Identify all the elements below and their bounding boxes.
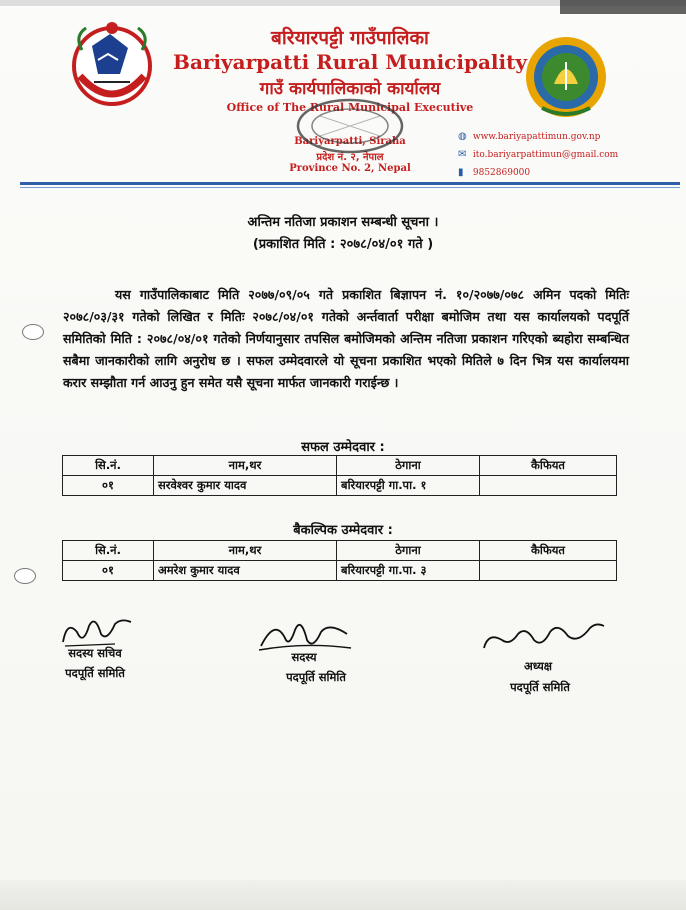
phone-icon: ▮ xyxy=(458,167,464,178)
cell-address: बरियारपट्टी गा.पा. १ xyxy=(337,476,480,496)
municipality-logo-icon xyxy=(520,34,612,120)
notice-body: यस गाउँपालिकाबाट मिति २०७७/०९/०५ गते प्रकाशित बिज्ञापन नं. १०/२०७७/०७८ अमिन पदको मितिः २०७८/०३/३१ गतेको लिखित र मितिः २०७८/०४/०१ गतेको अर्न्तवार्ता परीक्षा बमोजिम तथा यस कार्यालयको पदपूर्ति समितिको मिति : २०७८/०४/०१ गतेको निर्णयानुसार तपसिल बमोजिमको अन्तिम नतिजा प्रकाशन गरिएको ब्यहोरा सम्बन्धित सबैमा जानकारीको लागि अनुरोध छ । सफल उम्मेदवारले यो सूचना प्रकाशित भएको मितिले ७ दिन भित्र यस कार्यालयमा करार सम्झौता गर्न आउनु हुन समेत यसै सूचना मार्फत जानकारी गराईन्छ । xyxy=(63,287,629,390)
committee-label: पदपूर्ति समिति xyxy=(286,670,346,684)
alternate-title: बैकल्पिक उम्मेदवार : xyxy=(293,523,393,538)
table-row xyxy=(63,476,617,496)
email-text: ito.bariyarpattimun@gmail.com xyxy=(472,150,619,160)
published-date: (प्रकाशित मिति : २०७८/०४/०१ गते ) xyxy=(252,237,434,252)
member-secretary-label: सदस्य सचिव xyxy=(68,646,122,660)
punch-hole xyxy=(22,324,44,340)
cell-address: बरियारपट्टी गा.पा. ३ xyxy=(337,561,480,581)
address-en: Bariyarpatti, Siraha xyxy=(294,136,406,147)
scan-edge-dark xyxy=(560,0,686,14)
phone-line xyxy=(458,167,530,178)
mail-icon: ✉ xyxy=(458,149,467,160)
header-remarks: कैफियत xyxy=(480,541,617,561)
municipality-name-en: Bariyarpatti Rural Municipality xyxy=(173,50,527,74)
alternate-table xyxy=(62,540,617,581)
successful-table xyxy=(62,455,617,496)
scan-bottom-edge xyxy=(0,880,686,910)
chair-label: अध्यक्ष xyxy=(523,659,553,673)
cell-name: सरवेश्वर कुमार यादव xyxy=(154,476,337,496)
member-label: सदस्य xyxy=(291,650,317,664)
committee-label: पदपूर्ति समिति xyxy=(510,680,570,694)
nepal-emblem-icon xyxy=(62,16,162,108)
notice-title: अन्तिम नतिजा प्रकाशन सम्बन्धी सूचना । xyxy=(247,215,439,230)
province-en: Province No. 2, Nepal xyxy=(289,163,411,174)
phone-text: 9852869000 xyxy=(472,168,531,178)
committee-label: पदपूर्ति समिति xyxy=(65,666,125,680)
office-stamp-icon xyxy=(290,96,410,156)
table-row xyxy=(63,561,617,581)
cell-remarks xyxy=(480,561,617,581)
cell-remarks xyxy=(480,476,617,496)
header-address: ठेगाना xyxy=(337,541,480,561)
website-line xyxy=(458,131,600,142)
municipality-name-np: बरियारपट्टी गाउँपालिका xyxy=(271,27,429,49)
cell-sn: ०१ xyxy=(63,476,154,496)
header-sn: सि.नं. xyxy=(63,456,154,476)
table-header-row xyxy=(63,456,617,476)
header-name: नाम,थर xyxy=(154,541,337,561)
cell-name: अमरेश कुमार यादव xyxy=(154,561,337,581)
header-sn: सि.नं. xyxy=(63,541,154,561)
office-name-en: Office of The Rural Municipal Executive xyxy=(226,101,474,114)
header-rule xyxy=(20,182,680,185)
office-name-np: गाउँ कार्यपालिकाको कार्यालय xyxy=(259,79,441,99)
header-name: नाम,थर xyxy=(154,456,337,476)
punch-hole xyxy=(14,568,36,584)
globe-icon: ◍ xyxy=(458,131,467,142)
email-line xyxy=(458,149,618,160)
header-address: ठेगाना xyxy=(337,456,480,476)
header-remarks: कैफियत xyxy=(480,456,617,476)
table-header-row xyxy=(63,541,617,561)
website-text: www.bariyapattimun.gov.np xyxy=(472,132,601,142)
header-rule-thin xyxy=(20,187,680,188)
signature-chair xyxy=(478,618,608,658)
address-np: प्रदेश नं. २, नेपाल xyxy=(316,152,384,163)
cell-sn: ०१ xyxy=(63,561,154,581)
successful-title: सफल उम्मेदवार : xyxy=(301,440,385,455)
